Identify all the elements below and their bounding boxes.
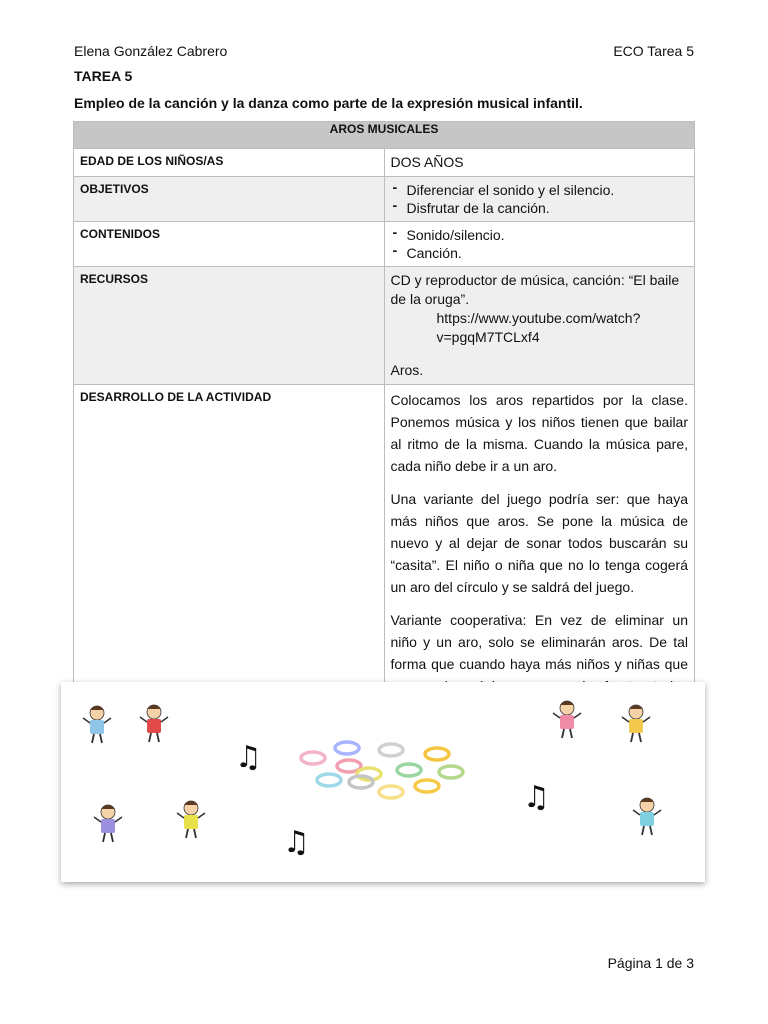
resources-url: https://www.youtube.com/watch?v=pgqM7TCLxf4 xyxy=(436,310,641,345)
content-item: - Sonido/silencio. xyxy=(391,226,689,244)
task-title: TAREA 5 xyxy=(74,68,133,84)
child-figure xyxy=(140,705,168,742)
page-number: Página 1 de 3 xyxy=(607,955,694,971)
ring xyxy=(317,774,341,786)
activity-paragraph: Una variante del juego podría ser: que haya más niños que aros. Se pone la música de nuevo y al dejar de sonar todos buscarán su “casita”. El niño o niña que no lo tenga cogerá un aro del círculo y se saldrá del juego. xyxy=(390,491,688,595)
objective-item: - Diferenciar el sonido y el silencio. xyxy=(391,181,689,199)
ring xyxy=(415,780,439,792)
music-note-icon: ♫ xyxy=(283,825,310,860)
child-figure xyxy=(177,801,205,838)
subtitle: Empleo de la canción y la danza como parte de la expresión musical infantil. xyxy=(74,95,583,111)
objectives-label: OBJETIVOS xyxy=(74,177,385,222)
ring xyxy=(335,742,359,754)
table-caption: AROS MUSICALES xyxy=(74,122,695,149)
activity-table xyxy=(73,121,695,768)
age-label: EDAD DE LOS NIÑOS/AS xyxy=(74,149,385,177)
illustration-canvas xyxy=(61,682,705,882)
ring xyxy=(425,748,449,760)
activity-paragraph: Variante cooperativa: En vez de eliminar un niño y un aro, solo se eliminarán aros. De tal forma que cuando haya más niños y niñas que xyxy=(390,612,688,672)
child-figure xyxy=(622,705,650,742)
header-course: ECO Tarea 5 xyxy=(613,43,694,59)
music-note-icon: ♫ xyxy=(235,740,262,775)
ring xyxy=(301,752,325,764)
header-author: Elena González Cabrero xyxy=(74,43,228,59)
objectives-cell xyxy=(384,177,695,222)
age-value: DOS AÑOS xyxy=(384,149,695,177)
ring xyxy=(379,744,403,756)
resources-extra: Aros. xyxy=(390,362,424,378)
content-item: - Canción. xyxy=(391,244,689,262)
resources-line: CD y reproductor de música, canción: “El baile de la oruga”. xyxy=(390,272,680,307)
music-note-icon: ♫ xyxy=(523,780,550,815)
child-figure xyxy=(83,706,111,743)
objective-item: - Disfrutar de la canción. xyxy=(391,199,689,217)
ring xyxy=(397,764,421,776)
child-figure xyxy=(633,798,661,835)
ring xyxy=(439,766,463,778)
child-figure xyxy=(94,805,122,842)
child-figure xyxy=(553,701,581,738)
contents-cell xyxy=(384,222,695,267)
resources-label: RECURSOS xyxy=(74,267,385,385)
children-rings-illustration xyxy=(61,682,705,882)
contents-label: CONTENIDOS xyxy=(74,222,385,267)
resources-cell xyxy=(384,267,695,385)
ring xyxy=(379,786,403,798)
activity-label: DESARROLLO DE LA ACTIVIDAD xyxy=(74,385,385,768)
activity-paragraph: Colocamos los aros repartidos por la clase. Ponemos música y los niños tienen que bailar al ritmo de la misma. Cuando la música pare, cada niño debe ir a un aro. xyxy=(390,392,688,474)
